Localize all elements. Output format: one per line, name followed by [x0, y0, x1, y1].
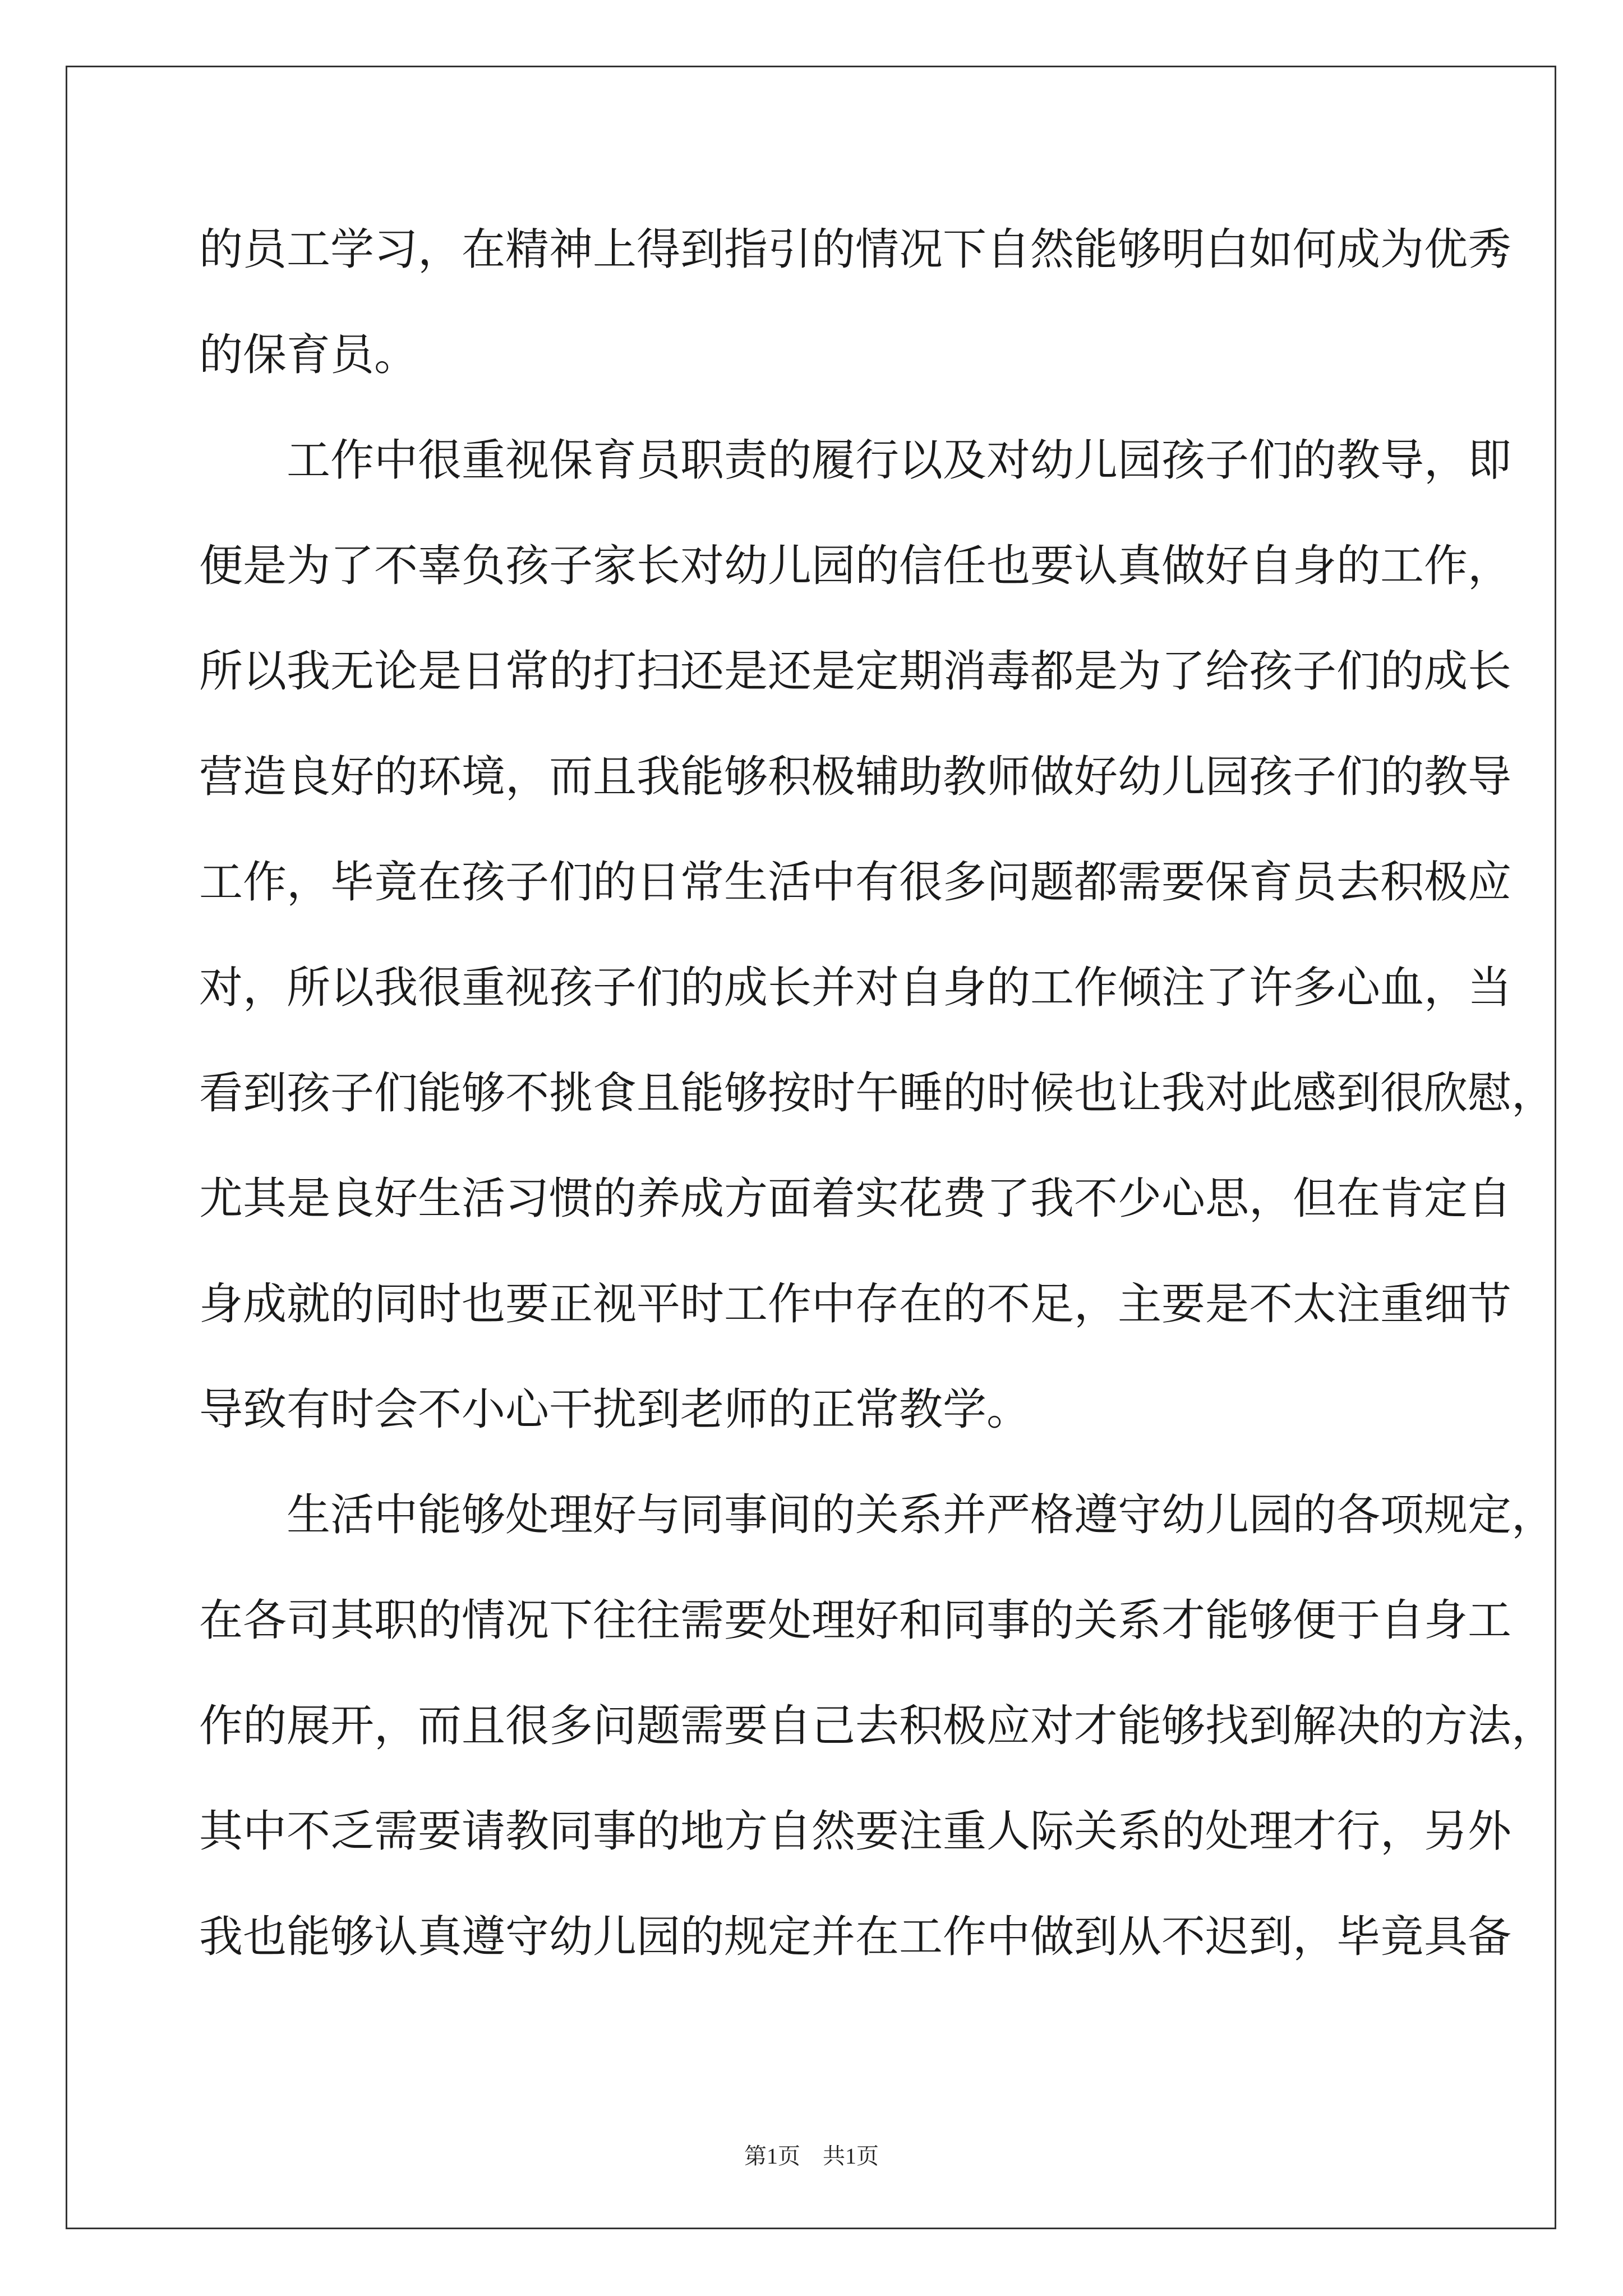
- text-line: 工作中很重视保育员职责的履行以及对幼儿园孩子们的教导，即: [199, 435, 1512, 486]
- text-line: 的保育员。: [199, 330, 418, 380]
- text-line: 我也能够认真遵守幼儿园的规定并在工作中做到从不迟到，毕竟具备: [199, 1912, 1512, 1962]
- text-line: 看到孩子们能够不挑食且能够按时午睡的时候也让我对此感到很欣慰，: [199, 1068, 1556, 1119]
- text-line: 在各司其职的情况下往往需要处理好和同事的关系才能够便于自身工: [199, 1595, 1512, 1646]
- text-line: 的员工学习，在精神上得到指引的情况下自然能够明白如何成为优秀: [199, 224, 1512, 275]
- text-line: 尤其是良好生活习惯的养成方面着实花费了我不少心思，但在肯定自: [199, 1174, 1512, 1224]
- document-body: [199, 222, 1556, 2014]
- text-line: 生活中能够处理好与同事间的关系并严格遵守幼儿园的各项规定，: [199, 1490, 1556, 1540]
- text-line: 所以我无论是日常的打扫还是还是定期消毒都是为了给孩子们的成长: [199, 646, 1512, 697]
- text-line: 工作，毕竟在孩子们的日常生活中有很多问题都需要保育员去积极应: [199, 857, 1512, 908]
- text-line: 其中不乏需要请教同事的地方自然要注重人际关系的处理才行，另外: [199, 1806, 1512, 1857]
- text-line: 导致有时会不小心干扰到老师的正常教学。: [199, 1384, 1031, 1435]
- text-line: 作的展开，而且很多问题需要自己去积极应对才能够找到解决的方法，: [199, 1701, 1556, 1751]
- text-line: 对，所以我很重视孩子们的成长并对自身的工作倾注了许多心血，当: [199, 963, 1512, 1013]
- text-line: 便是为了不辜负孩子家长对幼儿园的信任也要认真做好自身的工作，: [199, 541, 1512, 591]
- text-line: 营造良好的环境，而且我能够积极辅助教师做好幼儿园孩子们的教导: [199, 752, 1512, 802]
- text-line: 身成就的同时也要正视平时工作中存在的不足，主要是不太注重细节: [199, 1279, 1512, 1329]
- page-footer: 第1页 共1页: [744, 2143, 879, 2169]
